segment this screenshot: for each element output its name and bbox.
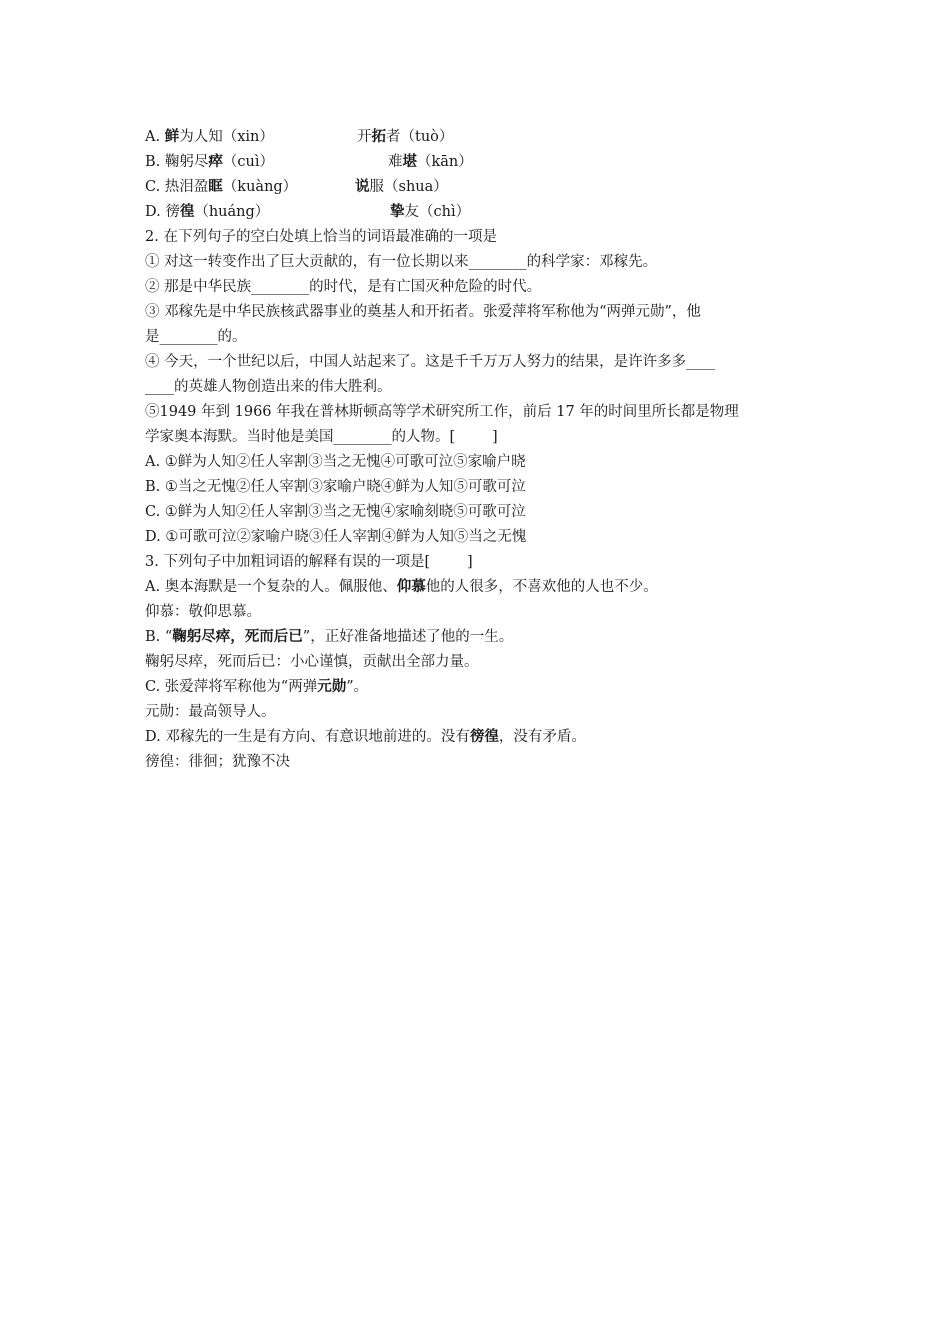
q1-option-a-left: A. 鲜为人知（xin） bbox=[145, 128, 274, 145]
q1-option-a-right: 开拓者（tuò） bbox=[357, 128, 454, 145]
q1-option-c-left: C. 热泪盈眶（kuàng） bbox=[145, 178, 298, 195]
q3-explanation-b: 鞠躬尽瘁，死而后已：小心谨慎，贡献出全部力量。 bbox=[145, 654, 479, 670]
q2-sentence-4b: ____的英雄人物创造出来的伟大胜利。 bbox=[145, 379, 392, 395]
q2-sentence-5a: ⑤1949 年到 1966 年我在普林斯顿高等学术研究所工作，前后 17 年的时间里所长都是物理 bbox=[145, 404, 739, 420]
q2-sentence-1: ① 对这一转变作出了巨大贡献的，有一位长期以来________的科学家：邓稼先。 bbox=[145, 254, 658, 270]
q2-sentence-3a: ③ 邓稼先是中华民族核武器事业的奠基人和开拓者。张爱萍将军称他为“两弹元勋”，他 bbox=[145, 304, 701, 320]
q1-option-d-left: D. 徬徨（huáng） bbox=[145, 203, 270, 220]
q3-option-c: C. 张爱萍将军称他为“两弹元勋”。 bbox=[145, 678, 369, 695]
q2-sentence-5b: 学家奥本海默。当时他是美国________的人物。[ ] bbox=[145, 429, 498, 445]
q3-option-d: D. 邓稼先的一生是有方向、有意识地前进的。没有徬徨，没有矛盾。 bbox=[145, 728, 586, 745]
q3-option-a: A. 奥本海默是一个复杂的人。佩服他、仰慕他的人很多，不喜欢他的人也不少。 bbox=[145, 578, 658, 595]
q2-option-a: A. ①鲜为人知②任人宰割③当之无愧④可歌可泣⑤家喻户晓 bbox=[145, 454, 526, 470]
q2-option-d: D. ①可歌可泣②家喻户晓③任人宰割④鲜为人知⑤当之无愧 bbox=[145, 529, 527, 545]
q3-option-b: B. “鞠躬尽瘁，死而后已”，正好准备地描述了他的一生。 bbox=[145, 628, 514, 645]
q3-explanation-a: 仰慕：敬仰思慕。 bbox=[145, 604, 261, 620]
q3-explanation-d: 徬徨：徘徊；犹豫不决 bbox=[145, 754, 290, 770]
q1-option-c-right: 说服（shua） bbox=[355, 178, 448, 195]
q2-option-b: B. ①当之无愧②任人宰割③家喻户晓④鲜为人知⑤可歌可泣 bbox=[145, 479, 526, 495]
q1-option-b-left: B. 鞠躬尽瘁（cuì） bbox=[145, 153, 274, 170]
q1-option-b-right: 难堪（kān） bbox=[388, 153, 473, 170]
q2-sentence-3b: 是________的。 bbox=[145, 329, 247, 345]
q3-explanation-c: 元勋：最高领导人。 bbox=[145, 704, 276, 720]
q2-sentence-4a: ④ 今天，一个世纪以后，中国人站起来了。这是千千万万人努力的结果，是许许多多____ bbox=[145, 354, 716, 370]
q2-sentence-2: ② 那是中华民族________的时代，是有亡国灭种危险的时代。 bbox=[145, 279, 542, 295]
q3-title: 3. 下列句子中加粗词语的解释有误的一项是[ ] bbox=[145, 554, 473, 570]
q1-option-d-right: 挚友（chì） bbox=[390, 203, 471, 220]
q2-option-c: C. ①鲜为人知②任人宰割③当之无愧④家喻刻晓⑤可歌可泣 bbox=[145, 504, 526, 520]
q2-title: 2. 在下列句子的空白处填上恰当的词语最准确的一项是 bbox=[145, 229, 497, 245]
